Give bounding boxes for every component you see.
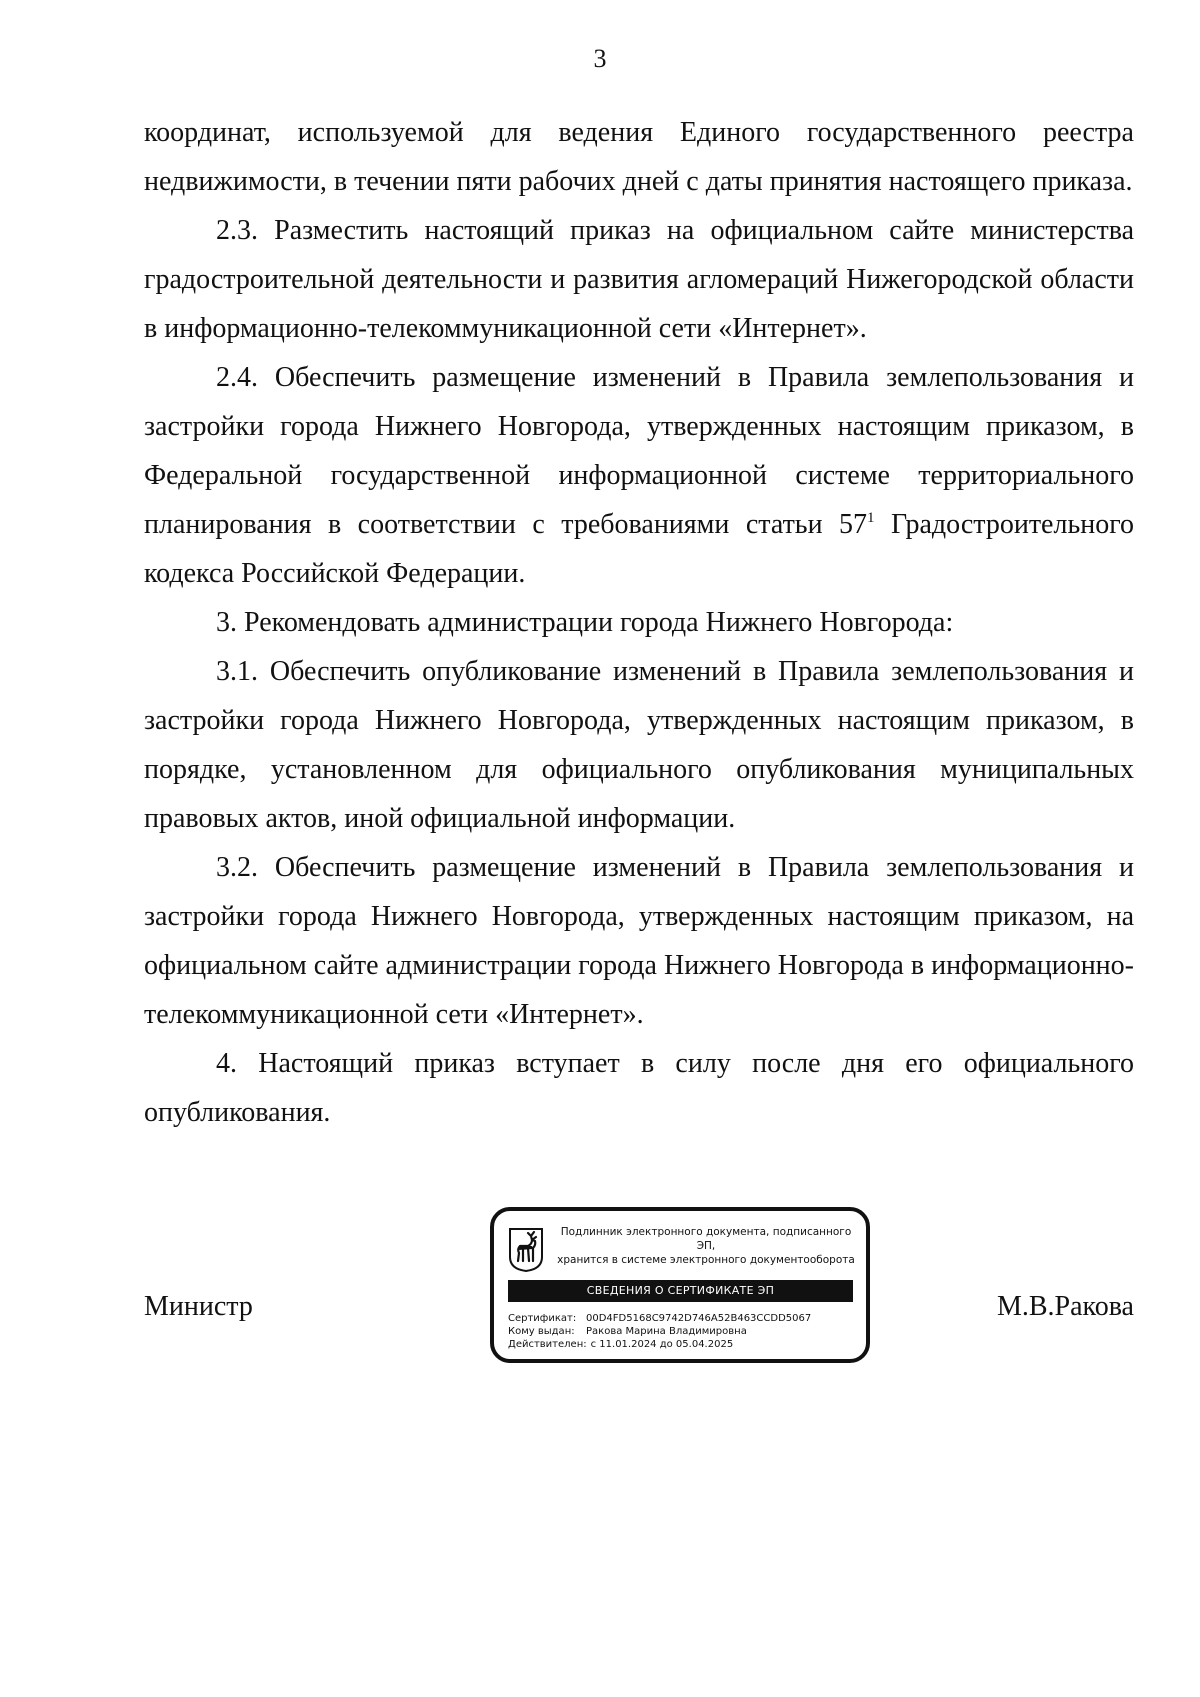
certificate-value: 00D4FD5168C9742D746A52B463CCDD5067 bbox=[586, 1313, 812, 1324]
paragraph-4: 4. Настоящий приказ вступает в силу после дня его официального опубликования. bbox=[144, 1048, 1134, 1128]
paragraph-2-4-tail: Градостроительного кодекса Российской Федерации. bbox=[144, 509, 1134, 589]
validity-label: Действителен: bbox=[508, 1339, 587, 1350]
stamp-header-line-1: Подлинник электронного документа, подписанного ЭП, bbox=[560, 1226, 852, 1252]
stamp-header-line-2: хранится в системе электронного документооборота bbox=[557, 1254, 855, 1266]
paragraph-3: 3. Рекомендовать администрации города Нижнего Новгорода: bbox=[216, 607, 954, 638]
signature-block bbox=[144, 1207, 1134, 1387]
validity-value: с 11.01.2024 до 05.04.2025 bbox=[590, 1339, 734, 1350]
paragraph-continuation: координат, используемой для ведения Единого государственного реестра недвижимости, в течении пяти рабочих дней с даты принятия настоящего приказа. bbox=[144, 117, 1134, 197]
issued-to-row bbox=[508, 1325, 858, 1338]
signatory-name: М.В.Ракова bbox=[996, 1291, 1134, 1322]
issued-to-value: Ракова Марина Владимировна bbox=[586, 1326, 747, 1337]
paragraph-2-3: 2.3. Разместить настоящий приказ на официальном сайте министерства градостроительной деятельности и развития агломераций Нижегородской области в информационно-телекоммуникационной сети «Интернет». bbox=[144, 215, 1134, 344]
certificate-info-bar: СВЕДЕНИЯ О СЕРТИФИКАТЕ ЭП bbox=[508, 1280, 853, 1302]
issued-to-label: Кому выдан: bbox=[508, 1326, 575, 1337]
signatory-position: Министр bbox=[144, 1291, 253, 1322]
deer-coat-of-arms-icon bbox=[508, 1227, 544, 1273]
certificate-details bbox=[508, 1312, 858, 1351]
paragraph-2-4-text: 2.4. Обеспечить размещение изменений в Правила землепользования и застройки города Нижнего Новгорода, утвержденных настоящим приказом, в Федеральной государственной информационной системе территориального планирования в соответствии с требованиями статьи 57 bbox=[144, 362, 1134, 540]
document-body bbox=[144, 108, 1134, 1137]
paragraph-3-1: 3.1. Обеспечить опубликование изменений в Правила землепользования и застройки города Нижнего Новгорода, утвержденных настоящим приказом, в порядке, установленном для официального опубликования муниципальных правовых актов, иной официальной информации. bbox=[144, 656, 1134, 834]
certificate-label: Сертификат: bbox=[508, 1313, 577, 1324]
certificate-row bbox=[508, 1312, 858, 1325]
paragraph-2-4 bbox=[144, 353, 1134, 598]
electronic-signature-stamp bbox=[490, 1207, 870, 1363]
validity-row bbox=[508, 1338, 858, 1351]
page-number: 3 bbox=[593, 44, 607, 73]
paragraph-3-2: 3.2. Обеспечить размещение изменений в Правила землепользования и застройки города Нижнего Новгорода, утвержденных настоящим приказом, на официальном сайте администрации города Нижнего Новгорода в информационно-телекоммуникационной сети «Интернет». bbox=[144, 852, 1134, 1030]
article-superscript: 1 bbox=[867, 510, 875, 526]
stamp-header bbox=[550, 1225, 862, 1267]
